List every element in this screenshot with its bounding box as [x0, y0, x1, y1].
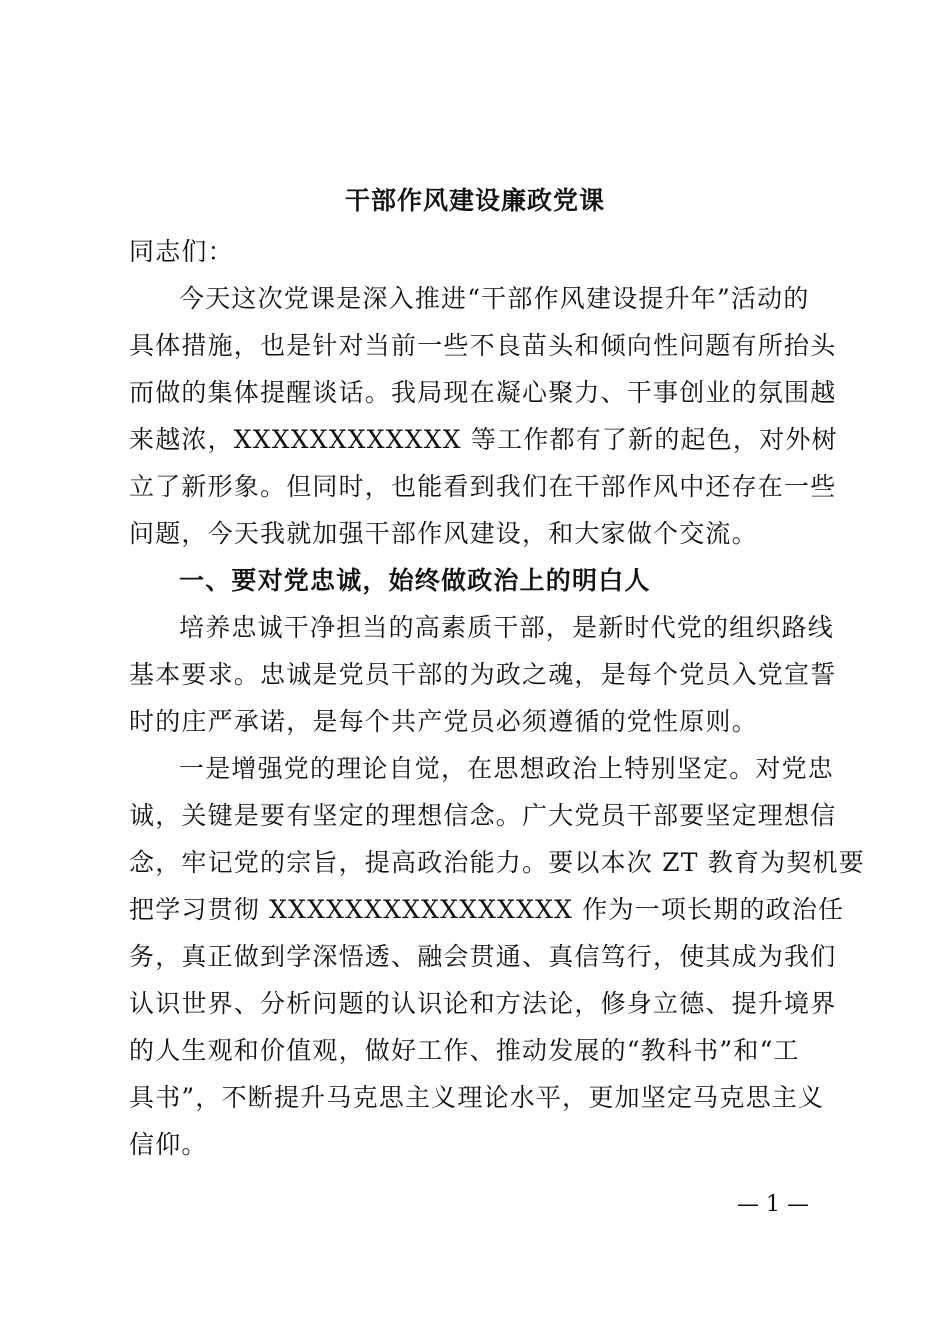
paragraph-line: 问题，今天我就加强干部作风建设，和大家做个交流。 — [129, 519, 758, 548]
paragraph-line: 来越浓，XXXXXXXXXXXX 等工作都有了新的起色，对外树 — [129, 425, 838, 454]
page-number: — 1 — — [737, 1192, 809, 1217]
paragraph-line: 诚，关键是要有坚定的理想信念。广大党员干部要坚定理想信 — [129, 801, 837, 830]
paragraph-line: 今天这次党课是深入推进“干部作风建设提升年”活动的 — [179, 284, 810, 313]
paragraph-line: 认识世界、分析问题的认识论和方法论，修身立德、提升境界 — [129, 989, 837, 1018]
document-title: 干部作风建设廉政党课 — [344, 186, 605, 215]
paragraph-line: 具体措施，也是针对当前一些不良苗头和倾向性问题有所抬头 — [129, 331, 837, 360]
paragraph-line: 一是增强党的理论自觉，在思想政治上特别坚定。对党忠 — [179, 754, 835, 783]
paragraph-line: 立了新形象。但同时，也能看到我们在干部作风中还存在一些 — [129, 472, 837, 501]
paragraph-line: 把学习贯彻 XXXXXXXXXXXXXXXX 作为一项长期的政治任 — [129, 895, 845, 924]
paragraph-line: 培养忠诚干净担当的高素质干部，是新时代党的组织路线 — [179, 613, 835, 642]
paragraph-line: 念，牢记党的宗旨，提高政治能力。要以本次 ZT 教育为契机要 — [129, 848, 865, 877]
section-heading: 一、要对党忠诚，始终做政治上的明白人 — [179, 566, 651, 595]
salutation: 同志们： — [129, 237, 234, 266]
paragraph-line: 务，真正做到学深悟透、融会贯通、真信笃行，使其成为我们 — [129, 942, 837, 971]
paragraph-line: 而做的集体提醒谈话。我局现在凝心聚力、干事创业的氛围越 — [129, 378, 837, 407]
paragraph-line: 的人生观和价值观，做好工作、推动发展的“教科书”和“工 — [129, 1036, 800, 1065]
document-body — [129, 228, 865, 1168]
paragraph-line: 基本要求。忠诚是党员干部的为政之魂，是每个党员入党宣誓 — [129, 660, 837, 689]
paragraph-line: 时的庄严承诺，是每个共产党员必须遵循的党性原则。 — [129, 707, 758, 736]
paragraph-line: 具书”，不断提升马克思主义理论水平，更加坚定马克思主义 — [129, 1083, 825, 1112]
paragraph-line: 信仰。 — [129, 1130, 208, 1159]
